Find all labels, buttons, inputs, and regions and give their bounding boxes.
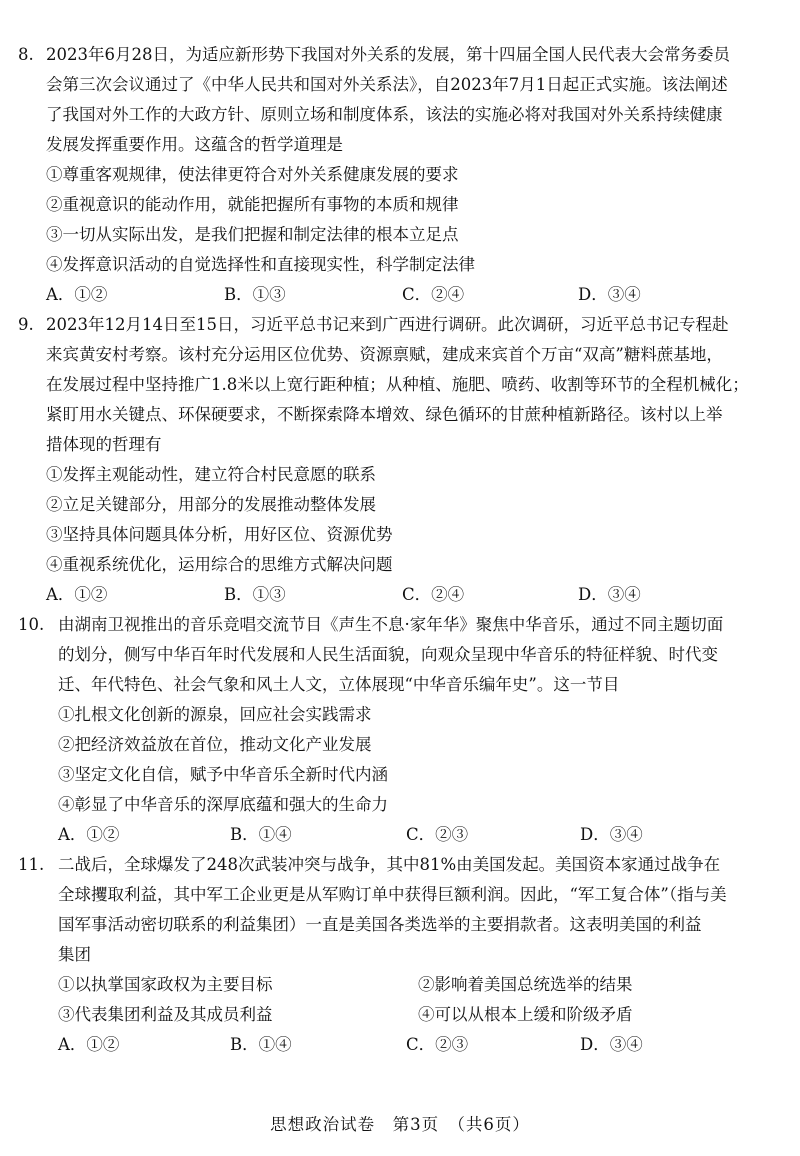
option-c: C．②③ — [406, 1035, 469, 1054]
question-stem-line: 集团 — [58, 945, 91, 964]
statement-item: ④可以从根本上缓和阶级矛盾 — [418, 1005, 633, 1024]
question-10 — [18, 610, 782, 850]
question-8 — [18, 40, 782, 310]
statement-item: ③代表集团利益及其成员利益 — [58, 1005, 273, 1024]
option-b: B．①③ — [224, 285, 286, 304]
statement-item: ①尊重客观规律，使法律更符合对外关系健康发展的要求 — [46, 165, 459, 184]
option-b: B．①④ — [230, 1035, 292, 1054]
question-number: 11. — [18, 855, 45, 874]
question-stem-line: 由湖南卫视推出的音乐竞唱交流节目《声生不息·家年华》聚焦中华音乐，通过不同主题切面 — [58, 615, 724, 634]
question-stem-line: 措体现的哲理有 — [46, 435, 162, 454]
option-c: C．②③ — [406, 825, 469, 844]
statement-item: ③坚定文化自信，赋予中华音乐全新时代内涵 — [58, 765, 388, 784]
option-b: B．①③ — [224, 585, 286, 604]
statement-item: ①发挥主观能动性，建立符合村民意愿的联系 — [46, 465, 376, 484]
statement-item: ④重视系统优化，运用综合的思维方式解决问题 — [46, 555, 393, 574]
question-stem-line: 全球攫取利益，其中军工企业更是从军购订单中获得巨额利润。因此，“军工复合体”（指与美 — [58, 885, 727, 904]
question-stem-line: 紧盯用水关键点、环保硬要求，不断探索降本增效、绿色循环的甘蔗种植新路径。该村以上举 — [46, 405, 723, 424]
statement-item: ①以执掌国家政权为主要目标 — [58, 975, 273, 994]
option-b: B．①④ — [230, 825, 292, 844]
question-stem-line: 二战后，全球爆发了248次武装冲突与战争，其中81%由美国发起。美国资本家通过战争在 — [58, 855, 721, 874]
question-number: 10. — [18, 615, 45, 634]
question-stem-line: 在发展过程中坚持推广1.8米以上宽行距种植；从种植、施肥、喷药、收割等环节的全程机械化； — [46, 375, 749, 394]
option-a: A．①② — [58, 1035, 120, 1054]
statement-item: ②影响着美国总统选举的结果 — [418, 975, 633, 994]
question-stem-line: 会第三次会议通过了《中华人民共和国对外关系法》，自2023年7月1日起正式实施。该法阐述 — [46, 75, 728, 94]
question-11 — [18, 850, 782, 1060]
question-stem-line: 2023年12月14日至15日，习近平总书记来到广西进行调研。此次调研，习近平总书记专程赴 — [46, 315, 729, 334]
option-d: D．③④ — [580, 825, 643, 844]
question-stem-line: 发展发挥重要作用。这蕴含的哲学道理是 — [46, 135, 343, 154]
question-stem-line: 了我国对外工作的大政方针、原则立场和制度体系，该法的实施必将对我国对外关系持续健康 — [46, 105, 723, 124]
option-c: C．②④ — [402, 285, 465, 304]
question-stem-line: 2023年6月28日，为适应新形势下我国对外关系的发展，第十四届全国人民代表大会常务委员 — [46, 45, 730, 64]
statement-item: ④发挥意识活动的自觉选择性和直接现实性，科学制定法律 — [46, 255, 475, 274]
answer-options — [18, 580, 782, 610]
option-a: A．①② — [46, 285, 108, 304]
question-stem-line: 迁、年代特色、社会气象和风土人文，立体展现“中华音乐编年史”。这一节目 — [58, 675, 620, 694]
question-stem-line: 国军事活动密切联系的利益集团）一直是美国各类选举的主要捐款者。这表明美国的利益 — [58, 915, 702, 934]
question-number: 8. — [18, 45, 34, 64]
question-9 — [18, 310, 782, 610]
option-d: D．③④ — [578, 585, 641, 604]
statement-item: ③一切从实际出发，是我们把握和制定法律的根本立足点 — [46, 225, 459, 244]
option-c: C．②④ — [402, 585, 465, 604]
question-stem-line: 的划分，侧写中华百年时代发展和人民生活面貌，向观众呈现中华音乐的特征样貌、时代变 — [58, 645, 718, 664]
option-d: D．③④ — [580, 1035, 643, 1054]
statement-item: ①扎根文化创新的源泉，回应社会实践需求 — [58, 705, 372, 724]
statement-item: ④彰显了中华音乐的深厚底蕴和强大的生命力 — [58, 795, 388, 814]
statement-item: ③坚持具体问题具体分析，用好区位、资源优势 — [46, 525, 393, 544]
option-a: A．①② — [58, 825, 120, 844]
answer-options — [18, 280, 782, 310]
statement-item: ②立足关键部分，用部分的发展推动整体发展 — [46, 495, 376, 514]
statement-row — [18, 970, 782, 1000]
page-footer: 思想政治试卷 第3页 （共6页） — [270, 1115, 530, 1134]
answer-options — [18, 820, 782, 850]
statement-item: ②把经济效益放在首位，推动文化产业发展 — [58, 735, 372, 754]
question-stem-line: 来宾黄安村考察。该村充分运用区位优势、资源禀赋，建成来宾首个万亩“双高”糖料蔗基地， — [46, 345, 723, 364]
statement-row — [18, 1000, 782, 1030]
option-a: A．①② — [46, 585, 108, 604]
answer-options — [18, 1030, 782, 1060]
question-number: 9. — [18, 315, 34, 334]
statement-item: ②重视意识的能动作用，就能把握所有事物的本质和规律 — [46, 195, 459, 214]
option-d: D．③④ — [578, 285, 641, 304]
